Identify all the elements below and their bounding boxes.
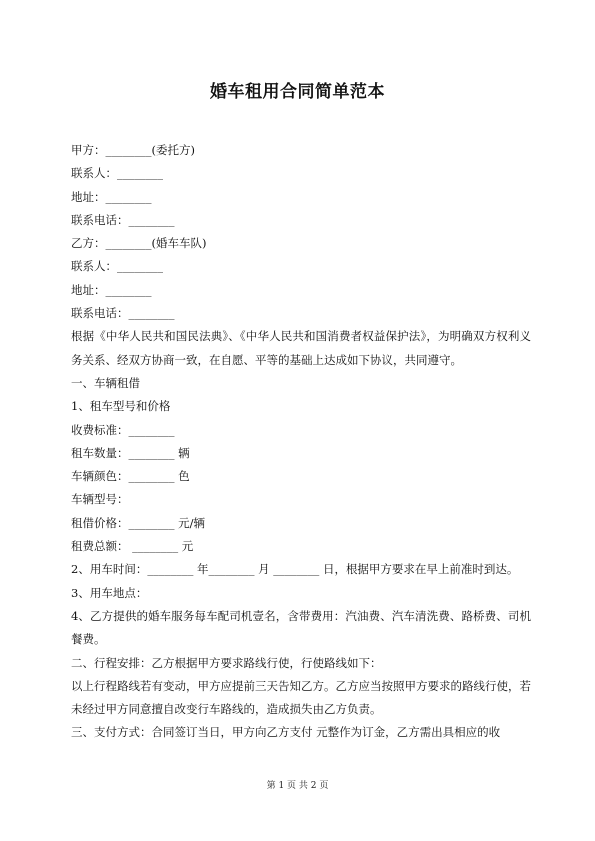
- preamble-paragraph: 根据《中华人民共和国民法典》、《中华人民共和国消费者权益保护法》，为明确双方权利义务关系、经双方协商一致，在自愿、平等的基础上达成如下协议，共同遵守。: [71, 329, 531, 367]
- party-a: 甲方：________(委托方): [71, 143, 195, 157]
- party-b-address: 地址：________: [71, 282, 152, 297]
- rental-price: 租借价格：________ 元/辆: [71, 515, 206, 530]
- party-b: 乙方：________(婚车车队): [71, 236, 207, 251]
- usage-time: 2、用车时间：________ 年________ 月 ________ 日，根据甲方要求在早上前准时到达。: [71, 562, 519, 577]
- party-a-phone: 联系电话：________: [71, 212, 175, 227]
- rental-total: 租费总额： ________ 元: [71, 539, 194, 554]
- section-2-heading: 二、行程安排：乙方根据甲方要求路线行使，行使路线如下：: [71, 655, 382, 670]
- fee-standard: 收费标准：________: [71, 422, 175, 437]
- party-b-contact: 联系人：________: [71, 259, 163, 274]
- car-color: 车辆颜色：________ 色: [71, 469, 190, 484]
- item-1-heading: 1、租车型号和价格: [71, 399, 171, 414]
- route-change-paragraph: 以上行程路线若有变动，甲方应提前三天告知乙方。乙方应当按照甲方要求的路线行使，若未经过甲方同意擅自改变行车路线的，造成损失由乙方负责。: [71, 678, 531, 717]
- page-footer: 第 1 页 共 2 页: [266, 781, 329, 791]
- usage-location: 3、用车地点：: [71, 585, 148, 600]
- party-b-phone: 联系电话：________: [71, 306, 175, 321]
- car-quantity: 租车数量：________ 辆: [71, 445, 190, 460]
- party-a-address: 地址：________: [71, 189, 152, 204]
- car-model: 车辆型号：: [71, 492, 129, 507]
- section-1-heading: 一、车辆租借: [71, 375, 140, 390]
- document-body: [71, 139, 531, 745]
- driver-service: 4、乙方提供的婚车服务每车配司机壹名，含带费用：汽油费、汽车清洗费、路桥费、司机餐费。: [71, 608, 531, 647]
- party-a-contact: 联系人：________: [71, 166, 163, 181]
- document-title: 婚车租用合同简单范本: [210, 82, 385, 102]
- section-3-heading: 三、支付方式：合同签订当日，甲方向乙方支付 元整作为订金，乙方需出具相应的收: [71, 725, 501, 740]
